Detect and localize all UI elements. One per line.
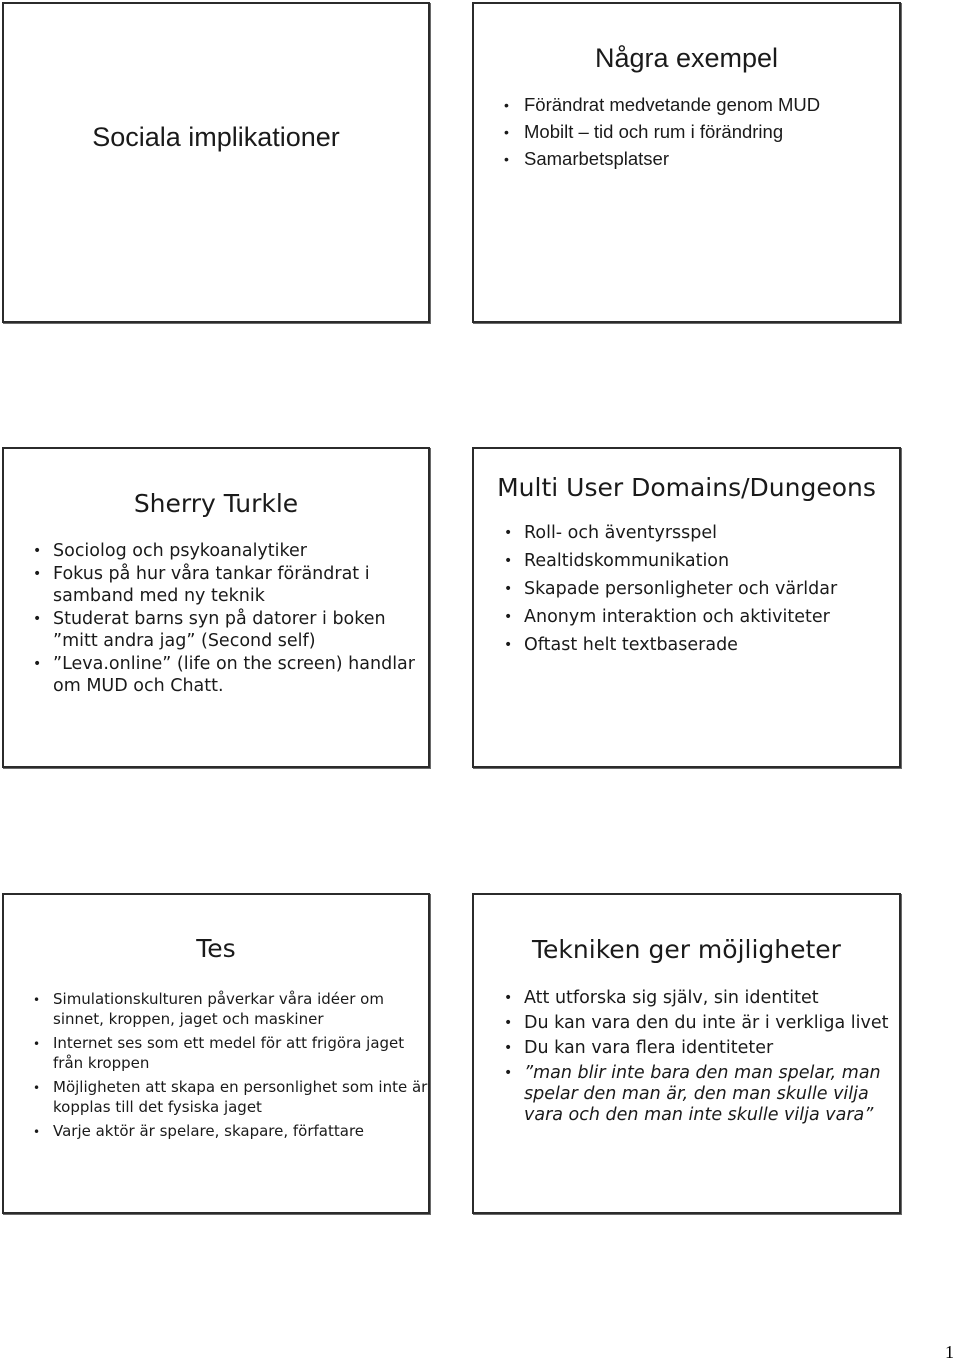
page-number: 1 — [945, 1342, 954, 1362]
slide-title: Sociala implikationer — [92, 122, 340, 152]
list-item-quote: • ”man blir inte bara den man spelar, man spelar den man är, den man skulle vilja vara och den man inte skulle vilja vara” — [504, 1063, 881, 1125]
list-item: • Mobilt – tid och rum i förändring — [504, 121, 784, 142]
slide-title: Multi User Domains/Dungeons — [497, 473, 876, 502]
bullet-icon: • — [504, 637, 513, 653]
bullet-icon: • — [33, 656, 42, 672]
list-item: • Du kan vara flera identiteter — [504, 1038, 774, 1058]
bullet-list — [504, 94, 899, 170]
bullet-icon: • — [504, 990, 513, 1006]
list-item: • Varje aktör är spelare, skapare, författare — [33, 1122, 365, 1140]
slide-sherry-turkle — [2, 447, 430, 768]
list-item: • ”Leva.online” (life on the screen) handlar om MUD och Chatt. — [33, 654, 415, 696]
list-item: • Du kan vara den du inte är i verkliga livet — [504, 1013, 889, 1033]
list-item: • Anonym interaktion och aktiviteter — [504, 607, 830, 627]
bullet-icon: • — [504, 525, 513, 541]
bullet-icon: • — [504, 1015, 513, 1031]
bullet-list — [33, 540, 428, 697]
slide-title: Några exempel — [594, 43, 779, 73]
bullet-icon: • — [33, 1125, 41, 1139]
bullet-icon: • — [504, 581, 513, 597]
bullet-icon: • — [33, 611, 42, 627]
list-item: • Studerat barns syn på datorer i boken ”mitt andra jag” (Second self) — [33, 609, 386, 651]
bullet-icon: • — [504, 1040, 513, 1056]
list-item: • Roll- och äventyrsspel — [504, 523, 717, 543]
bullet-icon: • — [504, 609, 513, 625]
list-item: • Oftast helt textbaserade — [504, 635, 738, 655]
bullet-icon: • — [504, 151, 509, 167]
bullet-list — [504, 522, 899, 656]
slide-title: Tekniken ger möjligheter — [532, 935, 841, 964]
slide-nagra-exempel — [472, 2, 901, 323]
bullet-list — [33, 989, 428, 1141]
list-item: • Fokus på hur våra tankar förändrat i samband med ny teknik — [33, 564, 370, 606]
list-item: • Samarbetsplatser — [504, 148, 669, 169]
slide-multi-user-domains — [472, 447, 901, 768]
bullet-icon: • — [33, 543, 42, 559]
bullet-icon: • — [504, 1065, 513, 1081]
list-item: • Realtidskommunikation — [504, 551, 730, 571]
bullet-icon: • — [33, 1081, 41, 1095]
slide-tes — [2, 893, 430, 1214]
list-item: • Sociolog och psykoanalytiker — [33, 541, 307, 561]
slide-tekniken-ger-mojligheter — [472, 893, 901, 1214]
bullet-icon: • — [504, 97, 509, 113]
list-item: • Att utforska sig själv, sin identitet — [504, 988, 819, 1008]
list-item: • Möjligheten att skapa en personlighet som inte är kopplas till det fysiska jaget — [33, 1078, 428, 1116]
list-item: • Internet ses som ett medel för att frigöra jaget från kroppen — [33, 1034, 405, 1072]
list-item: • Förändrat medvetande genom MUD — [504, 94, 821, 115]
bullet-icon: • — [504, 553, 513, 569]
list-item: • Skapade personligheter och världar — [504, 579, 838, 599]
bullet-icon: • — [504, 124, 509, 140]
slide-sociala-implikationer — [2, 2, 430, 323]
bullet-icon: • — [33, 993, 41, 1007]
bullet-icon: • — [33, 1037, 41, 1051]
slide-title: Tes — [196, 934, 236, 963]
bullet-icon: • — [33, 566, 42, 582]
bullet-list — [504, 988, 899, 1126]
list-item: • Simulationskulturen påverkar våra idéer om sinnet, kroppen, jaget och maskiner — [33, 990, 384, 1028]
slide-title: Sherry Turkle — [133, 489, 299, 518]
